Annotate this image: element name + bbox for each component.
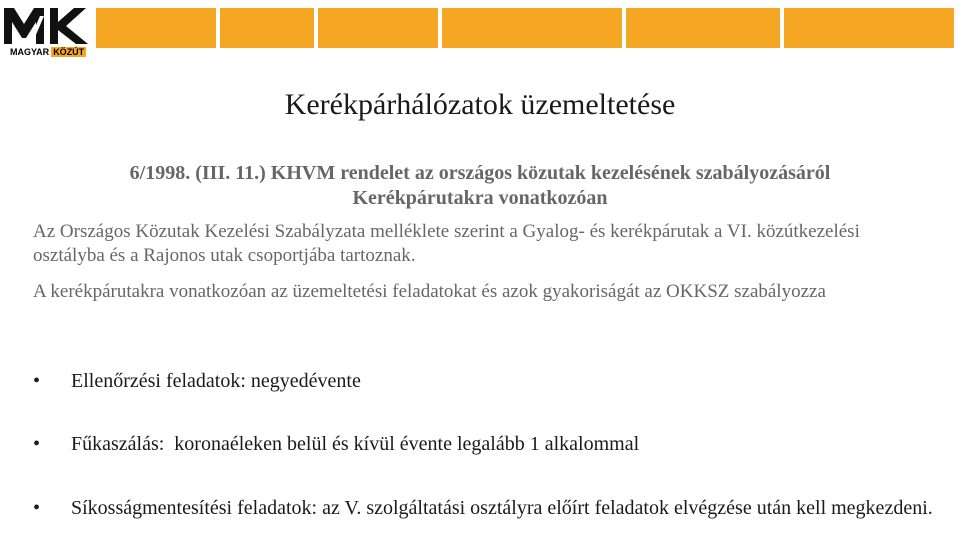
bullet-icon: • [33,433,41,455]
bullet-item [33,432,933,457]
logo-magyar: MAGYAR [10,47,50,57]
orange-header-band [96,8,954,48]
bullet-icon: • [33,497,41,519]
bullet-text: Síkosságmentesítési feladatok: az V. szolgáltatási osztályra előírt feladatok elvégzése után kell megkezdeni. [71,497,933,519]
header [0,0,960,60]
page-title: Kerékpárhálózatok üzemeltetése [284,88,676,121]
logo-mark-icon [0,0,96,48]
logo-kozut: KÖZÚT [53,47,85,57]
bullet-text: Fűkaszálás: koronaéleken belül és kívül évente legalább 1 alkalommal [71,433,640,455]
paragraph-okksz: A kerékpárutakra vonatkozóan az üzemeltetési feladatokat és azok gyakoriságát az OKKSZ szabályozza [33,281,826,302]
bullet-text: Ellenőrzési feladatok: negyedévente [71,370,361,392]
bullet-icon: • [33,370,41,392]
bullet-item [33,496,933,521]
regulation-subtitle: 6/1998. (III. 11.) KHVM rendelet az országos közutak kezelésének szabályozásáról [129,162,831,184]
logo-wordmark [8,47,86,57]
bullet-item [33,369,933,394]
paragraph-classification: Az Országos Közutak Kezelési Szabályzata melléklete szerint a Gyalog- és kerékpárutak a VI. közútkezelési osztályba és a Rajonos utak csoportjába tartoznak. [33,221,860,266]
regulation-subtitle-second: Kerékpárutakra vonatkozóan [352,187,608,209]
